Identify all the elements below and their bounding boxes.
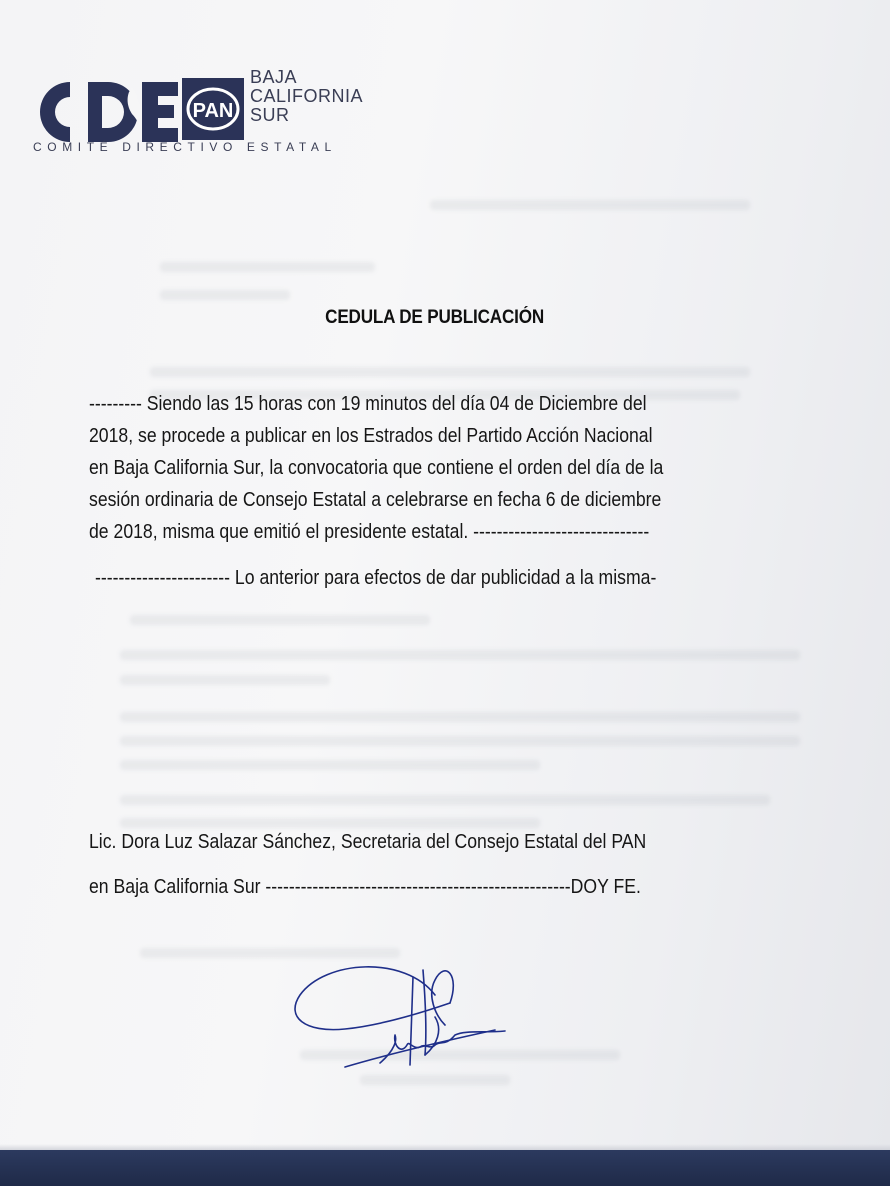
body-line: --------- Siendo las 15 horas con 19 minutos del día 04 de Diciembre del [89,392,647,415]
show-through-text [120,712,800,722]
show-through-text [430,200,750,210]
show-through-text [160,290,290,300]
show-through-text [120,818,540,828]
logo-subtitle: COMITÉ DIRECTIVO ESTATAL [33,140,337,154]
show-through-text [120,675,330,685]
region-line-3: SUR [250,105,290,125]
closing-line: ----------------------- Lo anterior para efectos de dar publicidad a la misma- [95,566,657,589]
document-title [0,307,870,329]
background-surface [0,1150,890,1186]
attestation-line: Lic. Dora Luz Salazar Sánchez, Secretaria del Consejo Estatal del PAN [89,830,647,853]
logo-letter-e [142,82,178,142]
body-line: de 2018, misma que emitió el presidente estatal. ------------------------------ [89,520,650,543]
region-line-2: CALIFORNIA [250,86,364,106]
region-line-1: BAJA [250,67,298,87]
show-through-text [120,760,540,770]
show-through-text [120,736,800,746]
show-through-text [120,650,800,660]
body-line: en Baja California Sur, la convocatoria que contiene el orden del día de la [89,456,664,479]
logo-letter-c [40,82,70,142]
logo-region-name [250,68,363,125]
handwritten-signature [285,955,525,1080]
attestation-line: en Baja California Sur ----------------------------------------------------DOY FE. [89,875,641,898]
show-through-text [160,262,375,272]
document-title-text: CEDULA DE PUBLICACIÓN [325,307,545,328]
body-line: 2018, se procede a publicar en los Estrados del Partido Acción Nacional [89,424,653,447]
show-through-text [150,367,750,377]
pan-badge-label: PAN [192,100,234,122]
body-line: sesión ordinaria de Consejo Estatal a celebrarse en fecha 6 de diciembre [89,488,662,511]
show-through-text [120,795,770,805]
show-through-text [130,615,430,625]
